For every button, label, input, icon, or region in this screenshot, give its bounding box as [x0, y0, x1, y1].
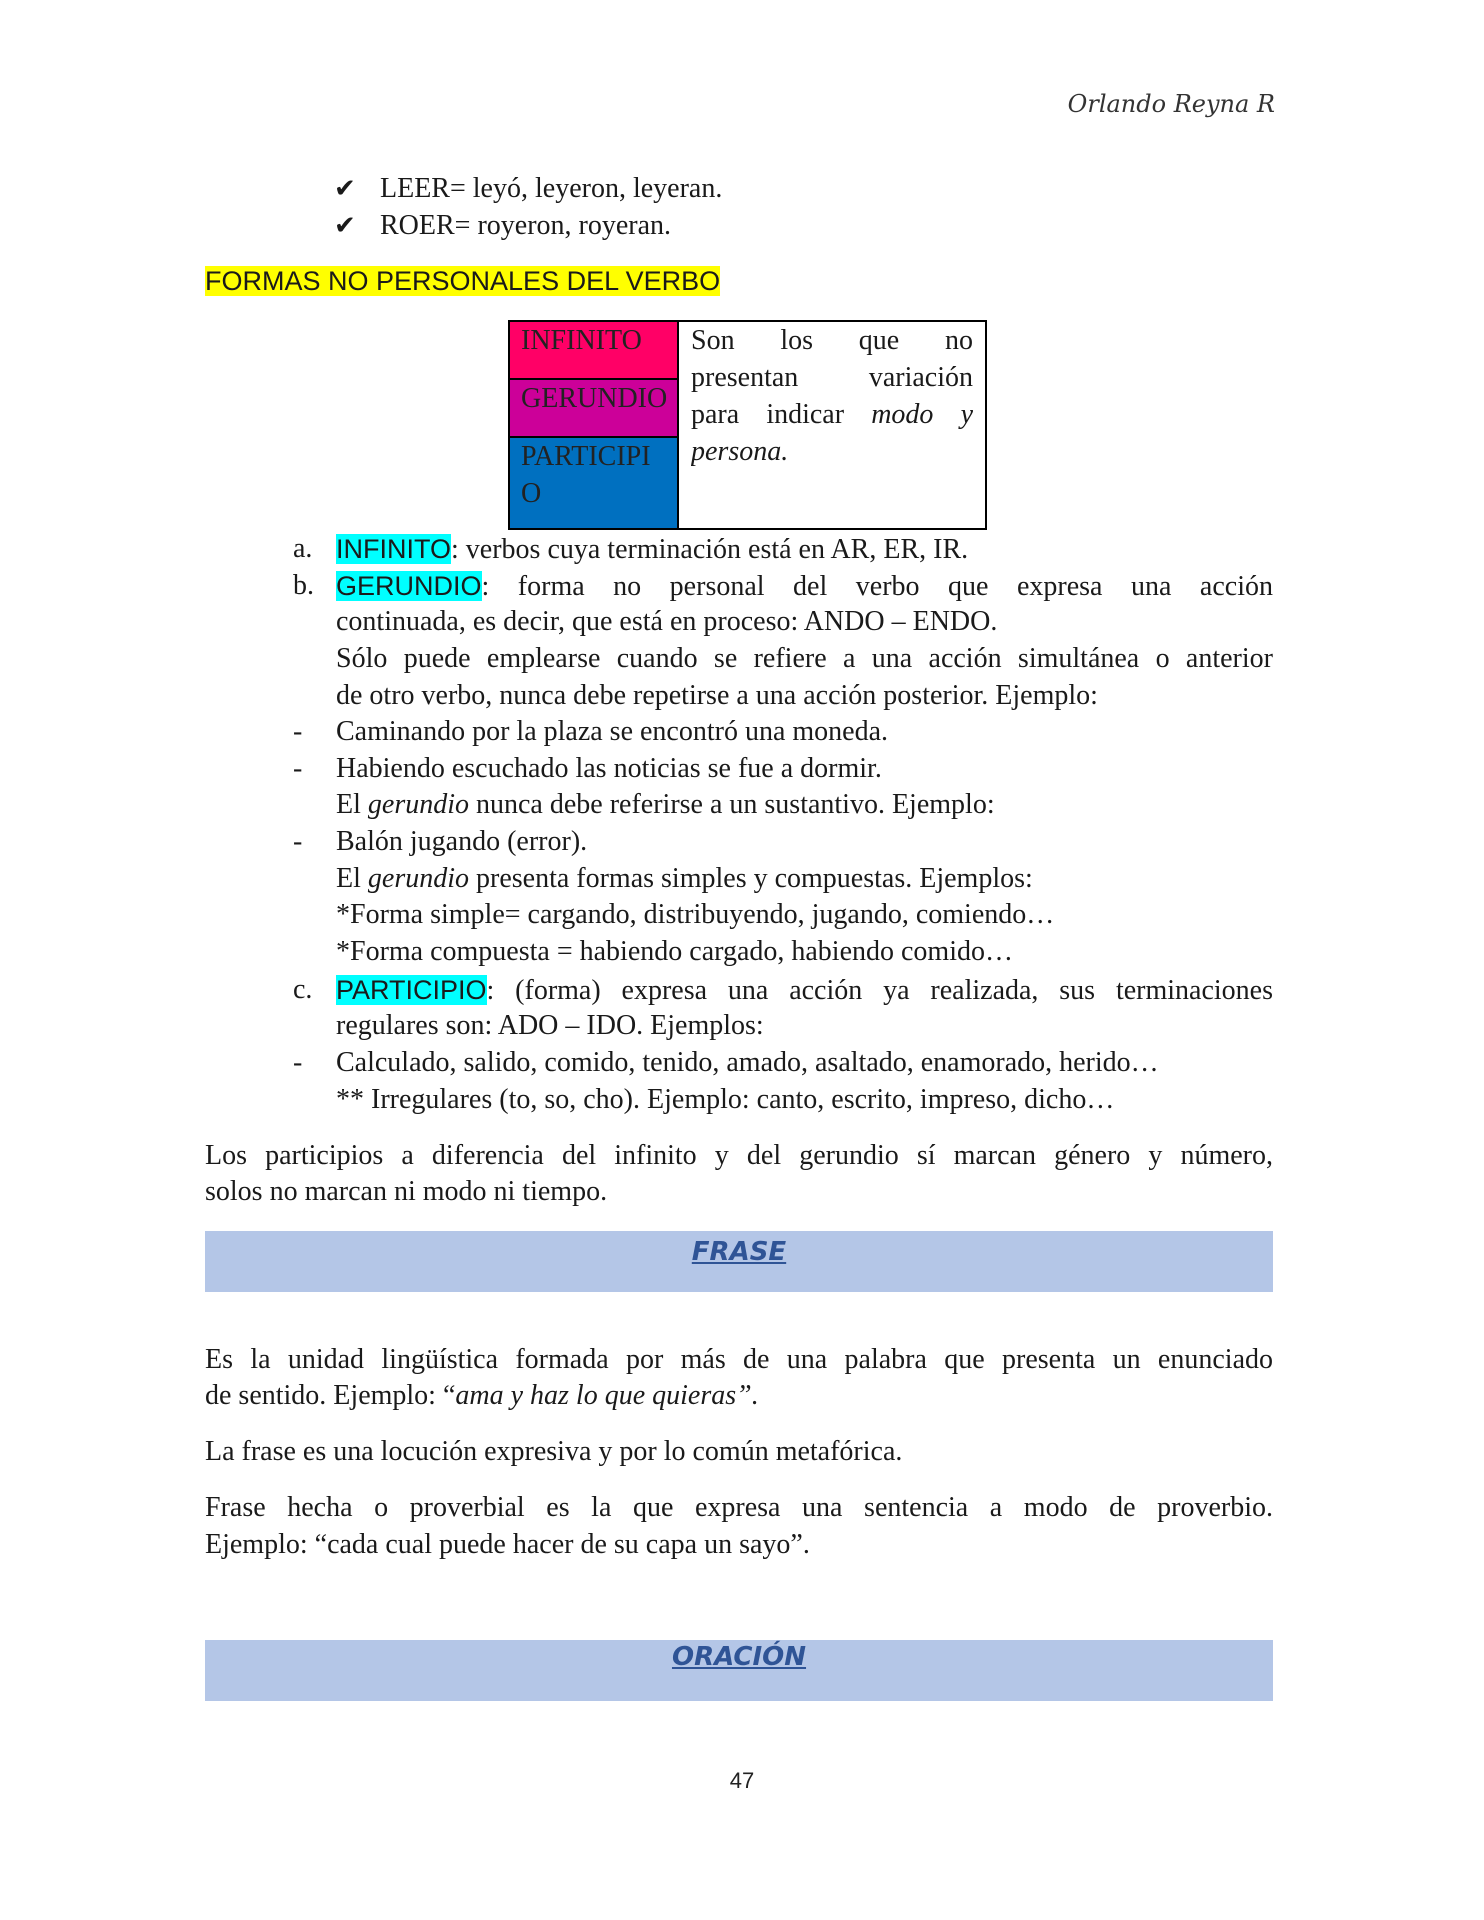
- section-title: FORMAS NO PERSONALES DEL VERBO: [205, 266, 721, 296]
- note-italic: gerundio: [367, 789, 469, 820]
- paragraph-line: La frase es una locución expresiva y por lo común metafórica.: [205, 1436, 903, 1467]
- paragraph-line: Frase hecha o proverbial es la que expresa una sentencia a modo de proverbio.: [205, 1492, 1273, 1523]
- section-heading-frase: FRASE: [691, 1237, 787, 1267]
- dash-marker: -: [293, 753, 303, 784]
- section-heading-oracion: ORACIÓN: [671, 1642, 807, 1672]
- table-description-cell: [679, 322, 985, 528]
- note-italic: gerundio: [367, 863, 469, 894]
- term-infinito: INFINITO: [336, 534, 452, 564]
- definition-line: de otro verbo, nunca debe repetirse a una acción posterior. Ejemplo:: [336, 680, 1098, 711]
- paragraph-line: [205, 1378, 1273, 1414]
- section-band-title-row: [205, 1640, 1273, 1674]
- dash-marker: -: [293, 826, 303, 857]
- paragraph-line: Ejemplo: “cada cual puede hacer de su capa un sayo”.: [205, 1529, 810, 1560]
- example-item: Caminando por la plaza se encontró una moneda.: [336, 716, 889, 747]
- list-marker: b.: [293, 570, 314, 601]
- table-label-gerundio: GERUNDIO: [521, 383, 668, 414]
- table-label-participio-line: PARTICIPI: [521, 441, 651, 472]
- example-item: Calculado, salido, comido, tenido, amado, asaltado, enamorado, herido…: [336, 1047, 1159, 1078]
- checklist-item: ROER= royeron, royeran.: [380, 210, 672, 241]
- gerundio-note: [336, 787, 1273, 823]
- definition-participio: [336, 972, 1273, 1008]
- table-description-line: [691, 433, 973, 470]
- paragraph-line: solos no marcan ni modo ni tiempo.: [205, 1176, 608, 1207]
- section-band-oracion: [205, 1640, 1273, 1701]
- header-author: Orlando Reyna R: [1067, 90, 1275, 118]
- paragraph-line: Los participios a diferencia del infinito y del gerundio sí marcan género y número,: [205, 1140, 1273, 1171]
- note-text: presenta formas simples y compuestas. Ejemplos:: [469, 863, 1033, 894]
- definition-line: regulares son: ADO – IDO. Ejemplos:: [336, 1010, 764, 1041]
- note-text: nunca debe referirse a un sustantivo. Ejemplo:: [469, 789, 995, 820]
- term-gerundio: GERUNDIO: [336, 571, 482, 601]
- definition-text: : (forma) expresa una acción ya realizada, sus terminaciones: [486, 975, 1273, 1006]
- dash-marker: -: [293, 1047, 303, 1078]
- paragraph-line: Es la unidad lingüística formada por más de una palabra que presenta un enunciado: [205, 1344, 1273, 1375]
- section-title-row: [205, 263, 1273, 299]
- gerundio-form: *Forma simple= cargando, distribuyendo, jugando, comiendo…: [336, 899, 1055, 930]
- note-text: El: [336, 789, 368, 820]
- table-cell-infinito: [510, 322, 679, 380]
- definition-line: Sólo puede emplearse cuando se refiere a una acción simultánea o anterior: [336, 643, 1273, 674]
- note-text: El: [336, 863, 368, 894]
- table-label-infinito: INFINITO: [521, 325, 642, 356]
- table-description-line: Son los que no: [691, 325, 973, 356]
- definition-infinito: [336, 531, 1273, 567]
- definition-text: : verbos cuya terminación está en AR, ER, IR.: [451, 534, 969, 565]
- example-item: Balón jugando (error).: [336, 826, 588, 857]
- dash-marker: -: [293, 716, 303, 747]
- table-description-italic: modo y: [871, 399, 973, 430]
- table-description-text: para indicar: [691, 399, 872, 430]
- check-mark-icon: ✔: [334, 211, 356, 241]
- example-item: Habiendo escuchado las noticias se fue a dormir.: [336, 753, 882, 784]
- page-number: 47: [729, 1768, 755, 1793]
- check-mark-icon: ✔: [334, 174, 356, 204]
- table-description-italic: persona.: [691, 436, 789, 467]
- gerundio-form: *Forma compuesta = habiendo cargado, habiendo comido…: [336, 936, 1013, 967]
- list-marker: a.: [293, 533, 313, 564]
- table-cell-participio: [510, 438, 679, 528]
- table-label-participio-line: O: [521, 478, 542, 509]
- forms-table: [508, 320, 987, 530]
- definition-gerundio: [336, 568, 1273, 604]
- section-band-frase: [205, 1231, 1273, 1292]
- irregular-note: ** Irregulares (to, so, cho). Ejemplo: canto, escrito, impreso, dicho…: [336, 1084, 1115, 1115]
- definition-line: continuada, es decir, que está en proceso: ANDO – ENDO.: [336, 606, 998, 637]
- paragraph-text: de sentido. Ejemplo: “: [205, 1380, 456, 1411]
- table-cell-gerundio: [510, 380, 679, 438]
- table-description-line: presentan variación: [691, 362, 973, 393]
- term-participio: PARTICIPIO: [336, 975, 487, 1005]
- gerundio-note: [336, 861, 1273, 897]
- table-description-line: [691, 396, 973, 433]
- checklist-item: LEER= leyó, leyeron, leyeran.: [380, 173, 723, 204]
- paragraph-italic-quote: ama y haz lo que quieras”.: [455, 1380, 759, 1411]
- definition-text: : forma no personal del verbo que expresa una acción: [481, 571, 1273, 602]
- section-band-title-row: [205, 1231, 1273, 1269]
- list-marker: c.: [293, 974, 313, 1005]
